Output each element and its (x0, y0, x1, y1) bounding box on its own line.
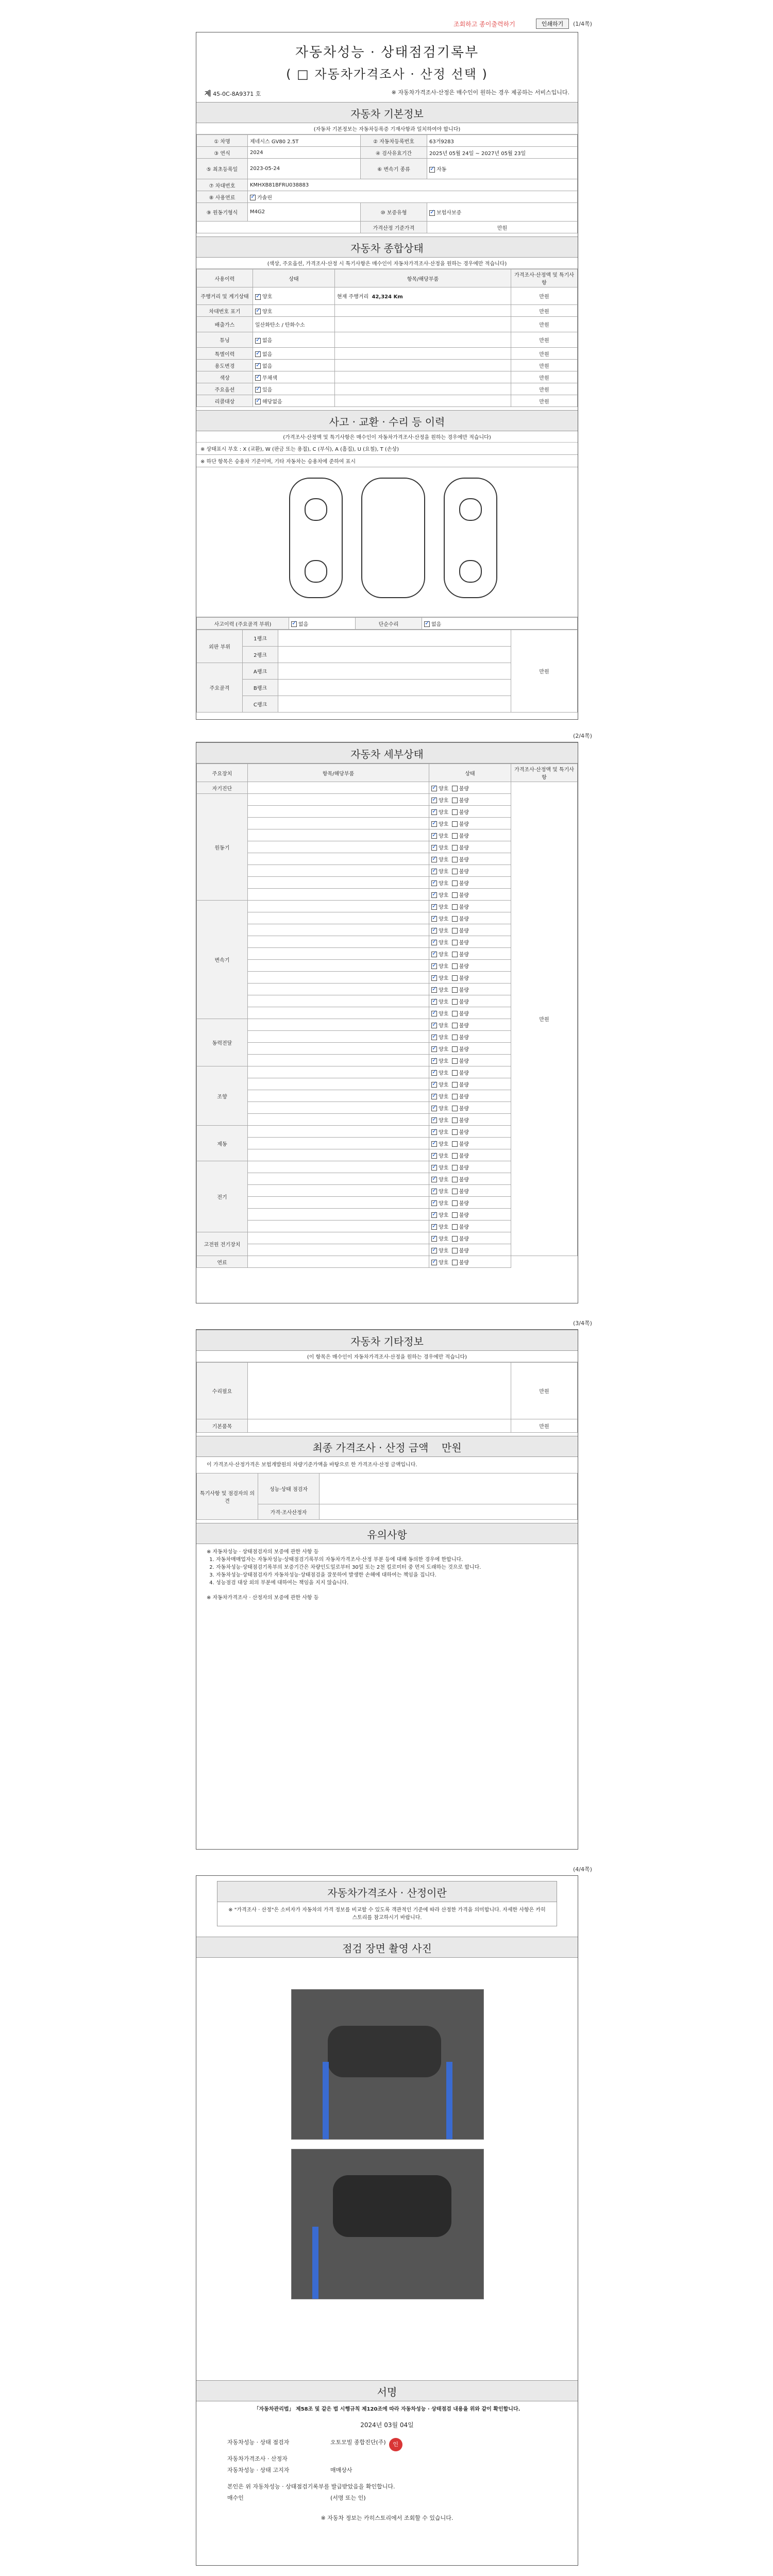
table-row: ✓양호 불량 (197, 889, 578, 901)
list-item: 4. 성능점검 대상 외의 부분에 대하여는 책임을 지지 않습니다. (216, 1579, 567, 1587)
table-row: ✓양호 불량 (197, 1031, 578, 1043)
other-info-table (196, 1362, 578, 1433)
table-row: ✓양호 불량 (197, 1173, 578, 1185)
accident-heading: 사고 · 교환 · 수리 등 이력 (196, 410, 578, 431)
table-row: 자기진단 ✓ 양호 불량 만원 (197, 782, 578, 794)
table-row: C랭크 (197, 696, 578, 713)
notice-link[interactable]: 조회하고 종이출력하기 (453, 21, 515, 28)
print-button[interactable]: 인쇄하기 (536, 19, 569, 29)
page-4 (196, 1875, 578, 2566)
wheel-icon (459, 560, 482, 583)
table-row: ✓양호 불량 (197, 818, 578, 829)
table-row: ③ 연식 2024 ④ 검사유효기간 2025년 05월 24일 ~ 2027년 05월 23일 (197, 147, 578, 159)
rank-table (196, 630, 578, 713)
page-number: (2/4쪽) (573, 733, 592, 739)
table-row: ✓양호 불량 (197, 948, 578, 960)
table-row: ✓양호 불량 (197, 1078, 578, 1090)
sign-block: 자동차성능 · 상태 점검자 오토모빌 종합진단(주) 인 자동차가격조사 · 산정자 자동차성능 · 상태 고지자 매매상사 본인은 위 자동차성능 · 상태점검기록부를 발급받았음을 확인합니다. 매수인 (서명 또는 인) (196, 2432, 578, 2507)
table-row: 전기 ✓양호 불량 (197, 1161, 578, 1173)
sign-law: 「자동차관리법」 제58조 및 같은 법 시행규칙 제120조에 따라 자동차성능 · 상태점검 내용을 위와 같이 확인합니다. (254, 2406, 520, 2412)
estimate-heading: 최종 가격조사 · 산정 금액 만원 (196, 1436, 578, 1457)
page-1 (196, 32, 578, 720)
table-row: ✓양호 불량 (197, 1055, 578, 1066)
estimate-table (196, 1473, 578, 1520)
table-row: ⑤ 최초등록일 2023-05-24 ⑥ 변속기 종류 ✓ 자동 (197, 159, 578, 179)
car-top-outline (361, 478, 425, 598)
table-row: 배출가스 일산화탄소 / 탄화수소 만원 (197, 317, 578, 332)
table-row: 고전원 전기장치 ✓양호 불량 (197, 1232, 578, 1244)
table-row: ✓양호 불량 (197, 853, 578, 865)
wheel-icon (305, 498, 327, 521)
table-row: ✓양호 불량 (197, 1043, 578, 1055)
photo-heading: 점검 장면 촬영 사진 (196, 1937, 578, 1958)
basic-info-table (196, 134, 578, 233)
estimate-desc: 이 가격조사·산정가격은 보험개발원의 차량기준가액을 바탕으로 한 가격조사·산정 금액입니다. (207, 1462, 417, 1468)
table-row: 튜닝 ✓ 없음 만원 (197, 332, 578, 348)
notice-list: ※ 자동차성능 · 상태점검자의 보증에 관한 사항 등 1. 자동차매매업자는 자동차성능·상태점검기록부의 자동차가격조사·산정 부분 등에 대해 동의한 경우에 한합니다. 2. 자동차성능·상태점검기록부의 보증기간은 차량인도일로부터 30일 또는 2천 킬로미터 중 먼저 도래하는 것으로 합니다. 3. 자동차성능·상태점검자가 자동차성능·상태점검을 잘못하여 발생한 손해에 대하여는 책임을 집니다. 4. 성능점검 대상 외의 부분에 대하여는 책임을 지지 않습니다. ※ 자동차가격조사 · 산정자의 보증에 관한 사항 등 (196, 1544, 578, 1606)
table-row: ✓양호 불량 (197, 1149, 578, 1161)
table-row: 용도변경 ✓ 없음 만원 (197, 360, 578, 371)
top-toolbar (0, 15, 773, 31)
table-row: ✓양호 불량 (197, 1185, 578, 1197)
table-row: 기본품목 만원 (197, 1419, 578, 1433)
wheel-icon (459, 498, 482, 521)
car-diagram (196, 467, 578, 617)
other-info-heading: 자동차 기타정보 (196, 1330, 578, 1351)
table-row: ✓양호 불량 (197, 1007, 578, 1019)
table-row: ① 차명 제네시스 GV80 2.5T ② 자동차등록번호 63거9283 (197, 135, 578, 147)
sign-heading: 서명 (196, 2380, 578, 2401)
table-row: ✓양호 불량 (197, 1114, 578, 1126)
list-item: 2. 자동차성능·상태점검기록부의 보증기간은 차량인도일로부터 30일 또는 2천 킬로미터 중 먼저 도래하는 것으로 합니다. (216, 1564, 567, 1571)
table-row: 주요골격 A랭크 (197, 663, 578, 680)
table-row: 주행거리 및 계기상태 ✓ 양호 현재 주행거리 42,324 Km 만원 (197, 287, 578, 305)
sign-footer: ※ 자동차 정보는 카히스토리에서 조회할 수 있습니다. (321, 2515, 453, 2521)
accident-table (196, 617, 578, 630)
page-3 (196, 1329, 578, 1850)
table-row: 조향 ✓양호 불량 (197, 1066, 578, 1078)
table-row: ✓양호 불량 (197, 865, 578, 877)
notice-heading: 유의사항 (196, 1523, 578, 1544)
table-row: ⑦ 차대번호 KMHXB81BFRU038883 (197, 179, 578, 191)
page-subtitle: ( □ 자동차가격조사 · 산정 선택 ) (286, 67, 488, 81)
table-row: 사용이력 상태 항목/해당부품 가격조사·산정액 및 특기사항 (197, 269, 578, 287)
table-row: 주요옵션 ✓ 있음 만원 (197, 383, 578, 395)
table-row: ✓양호 불량 (197, 924, 578, 936)
table-row: ✓양호 불량 (197, 1244, 578, 1256)
table-row: 가격·조사산정자 (197, 1504, 578, 1520)
seal-icon: 인 (389, 2438, 402, 2451)
page-2 (196, 742, 578, 1303)
table-row: B랭크 (197, 680, 578, 696)
table-row: ⑧ 사용연료 ✓ 가솔린 (197, 191, 578, 203)
table-row: 동력전달 ✓양호 불량 (197, 1019, 578, 1031)
table-row: ✓양호 불량 (197, 995, 578, 1007)
table-row: ✓양호 불량 (197, 960, 578, 972)
table-row: ✓양호 불량 (197, 984, 578, 995)
general-status-note: (색상, 주요옵션, 가격조사·산정 시 특기사항은 매수인이 자동차가격조사·산정을 원하는 경우에만 적습니다) (196, 258, 578, 269)
table-row: 가격산정 기준가격 만원 (197, 222, 578, 233)
table-row: ✓양호 불량 (197, 829, 578, 841)
other-info-note: (이 항목은 매수인이 자동차가격조사·산정을 원하는 경우에만 적습니다) (196, 1351, 578, 1362)
page-number: (4/4쪽) (573, 1866, 592, 1873)
table-row: ✓양호 불량 (197, 1090, 578, 1102)
sign-date: 2024년 03월 04일 (360, 2421, 414, 2429)
table-row: 주요장치 항목/해당부품 상태 가격조사·산정액 및 특기사항 (197, 764, 578, 782)
table-row: ✓양호 불량 (197, 806, 578, 818)
table-row: ✓양호 불량 (197, 1197, 578, 1209)
page-number: (3/4쪽) (573, 1320, 592, 1327)
accident-legend-2: ※ 하단 항목은 승용차 기준이며, 기타 자동차는 승용차에 준하여 표시 (196, 455, 578, 467)
table-row: ✓양호 불량 (197, 1209, 578, 1221)
doc-notice: ※ 자동차가격조사·산정은 매수인이 원하는 경우 제공하는 서비스입니다. (391, 89, 569, 96)
table-row: 외판 부위 1랭크 만원 (197, 630, 578, 647)
table-row: 수리필요 만원 (197, 1363, 578, 1419)
table-row: 특기사항 및 점검자의 의견 성능·상태 점검자 (197, 1473, 578, 1504)
wheel-icon (305, 560, 327, 583)
accident-legend: ※ 상태표시 부호 : X (교환), W (판금 또는 용접), C (부식), A (흠집), U (요철), T (손상) (196, 443, 578, 455)
table-row: ⑨ 원동기형식 M4G2 ⑩ 보증유형 ✓ 보험사보증 (197, 203, 578, 222)
table-row: 제동 ✓양호 불량 (197, 1126, 578, 1138)
table-row: ✓양호 불량 (197, 877, 578, 889)
general-status-table (196, 269, 578, 407)
table-row: 연료 ✓ 양호 불량 (197, 1256, 578, 1268)
table-row: ✓양호 불량 (197, 1102, 578, 1114)
table-row: 리콜대상 ✓ 해당없음 만원 (197, 395, 578, 407)
table-row: ✓양호 불량 (197, 912, 578, 924)
doc-number-row (205, 88, 569, 98)
table-row: ✓양호 불량 (197, 972, 578, 984)
table-row: ✓양호 불량 (197, 841, 578, 853)
table-row: ✓양호 불량 (197, 936, 578, 948)
table-row: ✓양호 불량 (197, 1138, 578, 1149)
table-row: 사고이력 (주요골격 부위) ✓ 없음 단순수리 ✓ 없음 (197, 618, 578, 630)
promo-text: ※ "가격조사 · 산정"은 소비자가 자동차의 가격 정보를 비교할 수 있도록 객관적인 기준에 따라 산정한 가격을 의미합니다. 자세한 사항은 카히스토리를 참고하시기 바랍니다. (217, 1902, 557, 1926)
table-row: 색상 ✓ 무채색 만원 (197, 371, 578, 383)
table-row: 2랭크 (197, 647, 578, 663)
detail-heading: 자동차 세부상태 (196, 742, 578, 764)
inspection-photo-1 (291, 1989, 484, 2140)
table-row: 차대번호 표기 ✓ 양호 만원 (197, 305, 578, 317)
table-row: 변속기 ✓양호 불량 (197, 901, 578, 912)
basic-info-note: (자동차 기본정보는 자동차등록증 기재사항과 일치하여야 합니다) (196, 123, 578, 134)
accident-note: (가격조사·산정액 및 특기사항은 매수인이 자동차가격조사·산정을 원하는 경우에만 적습니다) (196, 431, 578, 443)
inspection-photo-2 (291, 2149, 484, 2299)
promo-heading: 자동차가격조사 · 산정이란 (217, 1881, 557, 1902)
table-row: 원동기 ✓양호 불량 (197, 794, 578, 806)
detail-table (196, 764, 578, 1268)
basic-info-heading: 자동차 기본정보 (196, 102, 578, 123)
general-status-heading: 자동차 종합상태 (196, 236, 578, 258)
page-number: (1/4쪽) (573, 21, 592, 27)
list-item: 3. 자동차성능·상태점검자가 자동차성능·상태점검을 잘못하여 발생한 손해에 대하여는 책임을 집니다. (216, 1571, 567, 1579)
doc-number: 제 45-0C-8A9371 호 (205, 90, 261, 98)
page-title: 자동차성능 · 상태점검기록부 (295, 45, 479, 60)
list-item: 1. 자동차매매업자는 자동차성능·상태점검기록부의 자동차가격조사·산정 부분 등에 대해 동의한 경우에 한합니다. (216, 1556, 567, 1564)
table-row: ✓양호 불량 (197, 1221, 578, 1232)
table-row: 특별이력 ✓ 없음 만원 (197, 348, 578, 360)
